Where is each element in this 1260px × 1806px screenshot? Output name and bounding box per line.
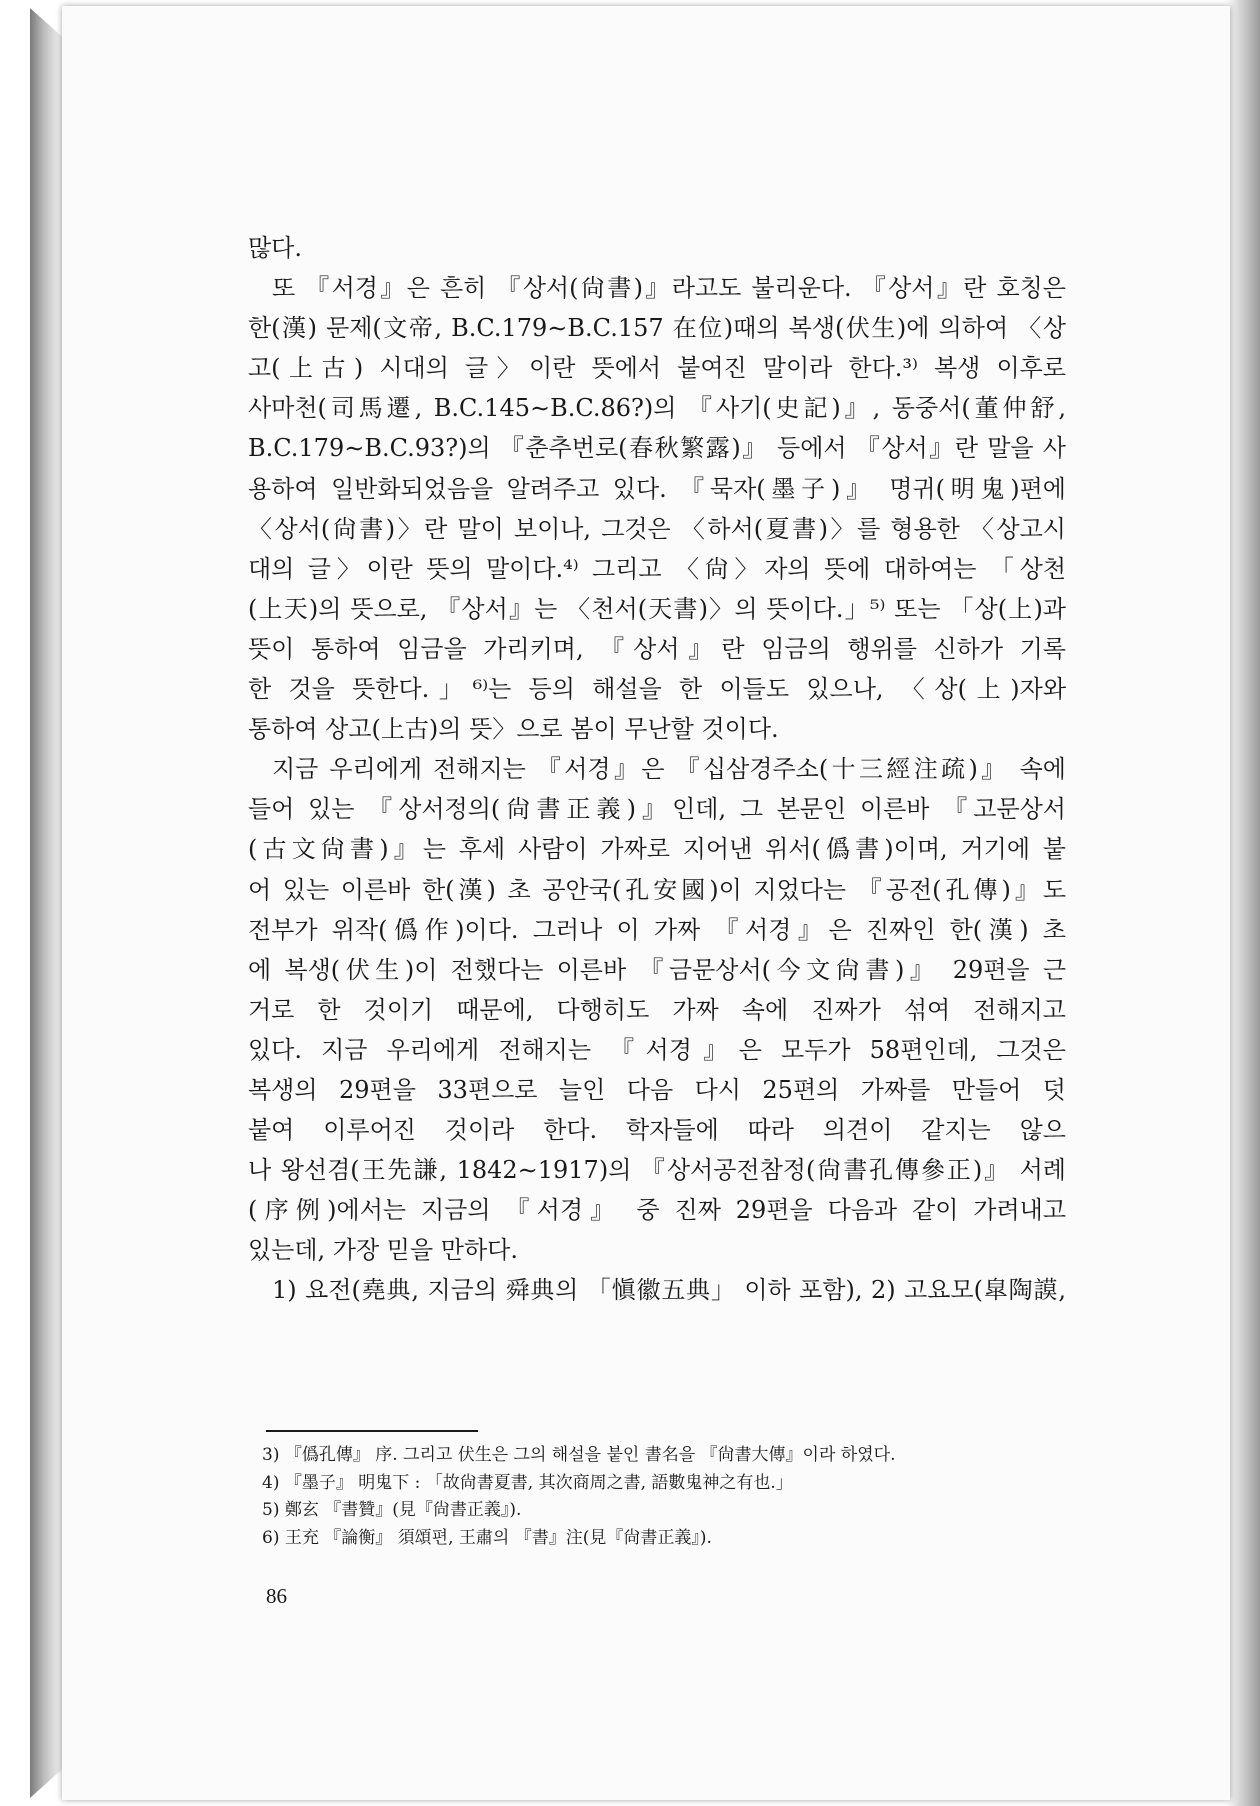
text-line: 전부가 위작(僞作)이다. 그러나 이 가짜 『서경』은 진짜인 한(漢) 초 <box>248 915 1066 944</box>
text-line: 사마천(司馬遷, B.C.145∼B.C.86?)의 『사기(史記)』, 동중서(董仲舒, <box>248 394 1066 423</box>
text-line: 복생의 29편을 33편으로 늘인 다음 다시 25편의 가짜를 만들어 덧 <box>248 1075 1066 1104</box>
text-line: 어 있는 이른바 한(漢) 초 공안국(孔安國)이 지었다는 『공전(孔傳)』도 <box>248 875 1066 904</box>
text-line: (序例)에서는 지금의 『서경』 중 진짜 29편을 다음과 같이 가려내고 <box>248 1196 1066 1225</box>
text-line: (古文尙書)』는 후세 사람이 가짜로 지어낸 위서(僞書)이며, 거기에 붙 <box>248 835 1066 864</box>
text-line: 1) 요전(堯典, 지금의 舜典의 「愼徽五典」 이하 포함), 2) 고요모(皐陶謨, <box>272 1276 1066 1305</box>
footnotes <box>262 1430 1066 1552</box>
text-line: 에 복생(伏生)이 전했다는 이른바 『금문상서(今文尙書)』 29편을 근 <box>248 955 1066 984</box>
text-line: B.C.179∼B.C.93?)의 『춘추번로(春秋繁露)』 등에서 『상서』란 말을 사 <box>248 434 1066 463</box>
footnote: 3) 『僞孔傳』 序. 그리고 伏生은 그의 해설을 붙인 書名을 『尙書大傳』이라 하였다. <box>262 1445 896 1465</box>
text-line: 용하여 일반화되었음을 알려주고 있다. 『묵자(墨子)』 명귀(明鬼)편에 <box>248 474 1066 503</box>
text-line: 한 것을 뜻한다.」⁶⁾는 등의 해설을 한 이들도 있으나, 〈상(上)자와 <box>248 675 1066 704</box>
text-line: 또 『서경』은 흔히 『상서(尙書)』라고도 불리운다. 『상서』란 호칭은 <box>272 274 1066 303</box>
text-line: 있는데, 가장 믿을 만하다. <box>248 1236 518 1265</box>
page-number: 86 <box>266 1584 287 1608</box>
text-line: 들어 있는 『상서정의(尙書正義)』인데, 그 본문인 이른바 『고문상서 <box>248 795 1066 824</box>
footnote: 4) 『墨子』 明鬼下 : 「故尙書夏書, 其次商周之書, 語數鬼神之有也.」 <box>262 1472 793 1493</box>
text-line: 〈상서(尙書)〉란 말이 보이나, 그것은 〈하서(夏書)〉를 형용한 〈상고시 <box>248 514 1066 543</box>
text-line: 고(上古) 시대의 글〉이란 뜻에서 붙여진 말이라 한다.³⁾ 복생 이후로 <box>248 354 1066 383</box>
footnote: 5) 鄭玄 『書贊』(見『尙書正義』). <box>262 1500 522 1520</box>
text-line: 통하여 상고(上古)의 뜻〉으로 봄이 무난할 것이다. <box>248 715 779 744</box>
text-line: 많다. <box>248 234 302 262</box>
text-line: 대의 글〉이란 뜻의 말이다.⁴⁾ 그리고 〈尙〉자의 뜻에 대하여는 「상천 <box>248 554 1066 583</box>
footnote: 6) 王充 『論衡』 須頌편, 王肅의 『書』注(見『尙書正義』). <box>262 1527 712 1548</box>
text-line: 뜻이 통하여 임금을 가리키며, 『상서』란 임금의 행위를 신하가 기록 <box>248 634 1066 663</box>
text-line: (上天)의 뜻으로, 『상서』는 〈천서(天書)〉의 뜻이다.」⁵⁾ 또는 「상(上)과 <box>248 594 1066 623</box>
footnote-rule <box>266 1430 478 1432</box>
body-text <box>248 228 1066 1311</box>
text-line: 거로 한 것이기 때문에, 다행히도 가짜 속에 진짜가 섞여 전해지고 <box>248 995 1066 1024</box>
text-line: 한(漢) 문제(文帝, B.C.179∼B.C.157 在位)때의 복생(伏生)에 의하여 〈상 <box>248 314 1066 343</box>
text-line: 붙여 이루어진 것이라 한다. 학자들에 따라 의견이 같지는 않으 <box>248 1116 1066 1145</box>
page-right-edge <box>1226 0 1260 1806</box>
text-line: 나 왕선겸(王先謙, 1842∼1917)의 『상서공전참정(尙書孔傳參正)』 서례 <box>248 1156 1066 1185</box>
text-line: 지금 우리에게 전해지는 『서경』은 『십삼경주소(十三經注疏)』 속에 <box>272 755 1066 784</box>
text-line: 있다. 지금 우리에게 전해지는 『서경』은 모두가 58편인데, 그것은 <box>248 1035 1066 1064</box>
